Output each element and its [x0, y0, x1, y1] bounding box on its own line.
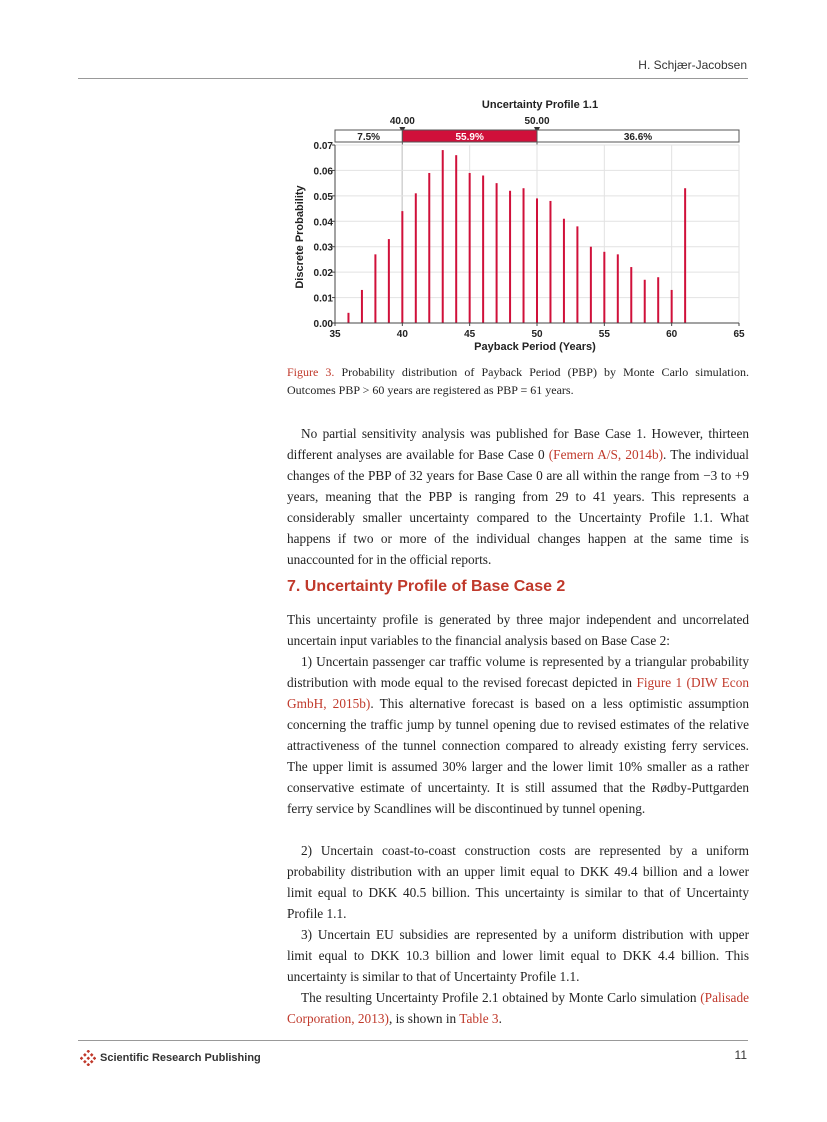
paragraph-result — [287, 987, 749, 1029]
y-tick-label: 0.00 — [313, 319, 333, 330]
bar — [347, 313, 349, 323]
figure-caption — [287, 363, 749, 399]
header-author: H. Schjær-Jacobsen — [638, 58, 747, 72]
x-tick-label: 45 — [464, 329, 476, 340]
publisher-name: Scientific Research Publishing — [100, 1052, 261, 1064]
marker-label: 50.00 — [524, 116, 550, 127]
paragraph-traffic — [287, 651, 749, 819]
bar — [630, 267, 632, 323]
x-tick-label: 50 — [531, 329, 543, 340]
bar — [401, 211, 403, 323]
y-tick-label: 0.04 — [313, 217, 333, 229]
paragraph-sensitivity — [287, 423, 749, 570]
caption-text: Probability distribution of Payback Period (PBP) by Monte Carlo simulation. Outcomes PBP > 60 years are registered as PBP = 61 years. — [287, 365, 749, 397]
p3-text-after: . This alternative forecast is based on a less optimistic assumption concerning the traffic jump by tunnel opening due to revised estimates of the relative attractiveness of the tunnel connection compared to already existing ferry services. The upper limit is assumed 30% larger and the lower limit 10% smaller as a rather conservative estimate of uncertainty. It is still assumed that the Rødby-Puttgarden ferry service by Scandlines will be discontinued by tunnel opening. — [287, 696, 749, 816]
marker-label: 40.00 — [389, 116, 415, 127]
bar — [657, 277, 659, 323]
publisher-icon — [80, 1050, 96, 1066]
x-axis-label: Payback Period (Years) — [474, 341, 596, 353]
bar — [617, 254, 619, 323]
bar — [523, 188, 525, 323]
y-tick-label: 0.03 — [313, 242, 333, 254]
y-tick-label: 0.07 — [313, 141, 333, 152]
region-label: 7.5% — [357, 132, 381, 143]
x-tick-label: 40 — [396, 329, 408, 340]
header-divider — [78, 78, 748, 79]
citation-link-palisade[interactable]: (Palisade Corporation, 2013) — [287, 990, 749, 1026]
x-tick-label: 35 — [329, 329, 341, 340]
figure-label: Figure 3. — [287, 365, 335, 379]
p6-text-after: . — [498, 1011, 502, 1026]
page-number: 11 — [734, 1048, 747, 1062]
y-axis-label: Discrete Probability — [294, 185, 306, 289]
table-3-link[interactable]: Table 3 — [459, 1011, 499, 1026]
figure-1-link[interactable]: Figure 1 (DIW Econ GmbH, 2015b) — [287, 675, 749, 711]
p3-text-before: 1) Uncertain passenger car traffic volume is represented by a triangular probability distribution with mode equal to the revised forecast depicted in — [287, 654, 749, 690]
bar — [590, 247, 592, 323]
p1-text-after: . The individual changes of the PBP of 32 years for Base Case 0 are all within the range from −3 to +9 years, meaning that the PBP is ranging from 29 to 41 years. This represents a considerably smaller uncertainty compared to the Uncertainty Profile 1.1. What happens if two or more of the individual changes happen at the same time is unaccounted for in the official reports. — [287, 447, 749, 567]
bar — [388, 239, 390, 323]
bar — [455, 155, 457, 323]
bar — [603, 252, 605, 323]
x-tick-label: 65 — [733, 329, 745, 340]
bar — [496, 183, 498, 323]
bar — [415, 193, 417, 323]
bar — [644, 280, 646, 323]
bar — [576, 226, 578, 323]
section-heading: 7. Uncertainty Profile of Base Case 2 — [287, 578, 566, 595]
citation-link-femern[interactable]: (Femern A/S, 2014b) — [548, 447, 664, 462]
bar — [482, 176, 484, 323]
y-tick-label: 0.02 — [313, 268, 333, 280]
bar — [684, 188, 686, 323]
publisher-logo — [80, 1050, 261, 1066]
paragraph-intro: This uncertainty profile is generated by three major independent and uncorrelated uncertain input variables to the financial analysis based on Base Case 2: — [287, 612, 749, 648]
y-tick-label: 0.05 — [313, 191, 333, 203]
y-tick-label: 0.01 — [313, 293, 333, 305]
bar — [442, 150, 444, 323]
footer-divider — [78, 1040, 748, 1041]
p6-text-middle: , is shown in — [388, 1011, 460, 1026]
bar — [374, 254, 376, 323]
region-label: 36.6% — [623, 132, 653, 143]
bar — [361, 290, 363, 323]
bar — [549, 201, 551, 323]
bar — [469, 173, 471, 323]
bar — [428, 173, 430, 323]
y-tick-label: 0.06 — [313, 166, 333, 178]
paragraph-subsidies: 3) Uncertain EU subsidies are represented by a uniform distribution with upper limit equal to DKK 10.3 billion and lower limit equal to DKK 4.4 billion. This uncertainty is similar to that of Uncertainty Profile 1.1. — [287, 927, 749, 984]
x-tick-label: 55 — [598, 329, 610, 340]
chart-title: Uncertainty Profile 1.1 — [481, 99, 599, 111]
p6-text-before: The resulting Uncertainty Profile 2.1 obtained by Monte Carlo simulation — [301, 990, 701, 1005]
figure-chart — [286, 96, 756, 361]
region-label: 55.9% — [455, 132, 484, 143]
bar — [671, 290, 673, 323]
x-tick-label: 60 — [666, 329, 678, 340]
paragraph-construction: 2) Uncertain coast-to-coast construction costs are represented by a uniform probability distribution with an upper limit equal to DKK 49.4 billion and a lower limit equal to DKK 40.5 billion. This uncertainty is similar to that of Uncertainty Profile 1.1. — [287, 843, 749, 921]
bar — [563, 219, 565, 323]
bar — [509, 191, 511, 323]
bar — [536, 198, 538, 323]
p1-text-before: No partial sensitivity analysis was published for Base Case 1. However, thirteen different analyses are available for Base Case 0 — [287, 426, 749, 462]
